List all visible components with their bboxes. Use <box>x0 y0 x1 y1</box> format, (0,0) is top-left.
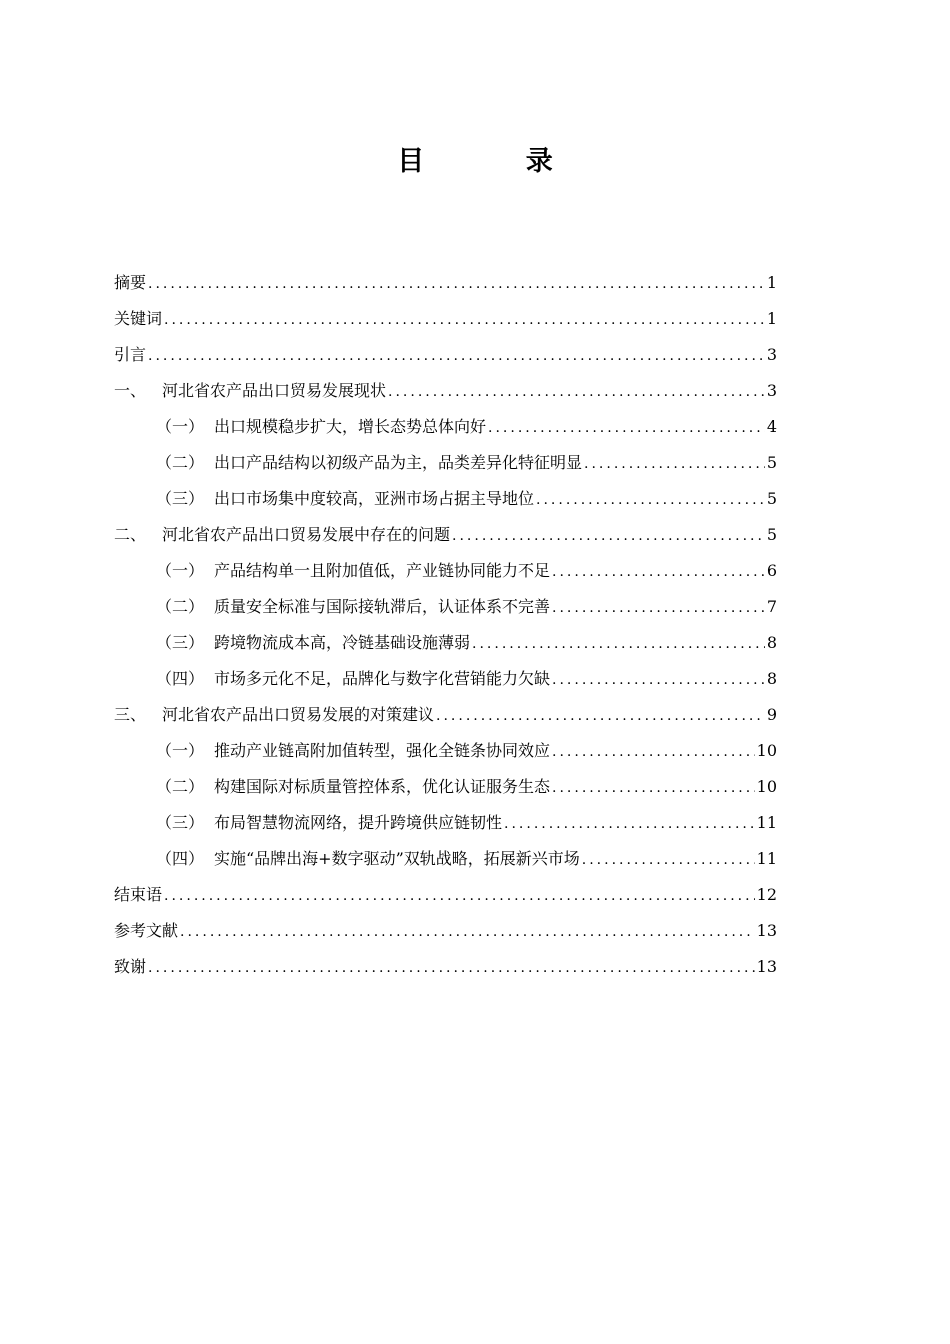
toc-entry[interactable] <box>114 409 777 445</box>
toc-entry-page: 10 <box>756 741 777 760</box>
toc-entry-page: 8 <box>766 633 777 652</box>
toc-entry[interactable] <box>114 301 777 337</box>
toc-entry-number: （二） <box>156 777 205 796</box>
toc-entry[interactable] <box>114 733 777 769</box>
dot-leader <box>436 698 765 734</box>
toc-entry[interactable] <box>114 553 777 589</box>
toc-entry[interactable] <box>114 877 777 913</box>
toc-entry[interactable] <box>114 697 777 733</box>
toc-entry-text: 产品结构单一且附加值低，产业链协同能力不足 <box>214 561 551 580</box>
toc-entry-text: 质量安全标准与国际接轨滞后，认证体系不完善 <box>214 597 551 616</box>
dot-leader <box>582 842 755 878</box>
toc-entry-number: （三） <box>156 633 205 652</box>
dot-leader <box>472 626 765 662</box>
toc-entry-page: 11 <box>756 849 777 868</box>
toc-entry[interactable] <box>114 661 777 697</box>
toc-entry-number: （一） <box>156 561 205 580</box>
dot-leader <box>504 806 755 842</box>
dot-leader <box>488 410 765 446</box>
toc-title: 目 录 <box>397 146 599 177</box>
toc-entry-page: 1 <box>766 309 777 328</box>
dot-leader <box>164 302 765 338</box>
toc-entry-text: 布局智慧物流网络，提升跨境供应链韧性 <box>214 813 503 832</box>
toc-entry-text: 实施“品牌出海+数字驱动”双轨战略，拓展新兴市场 <box>214 849 580 868</box>
toc-entry-text: 关键词 <box>114 309 163 328</box>
toc-entry-page: 5 <box>766 525 777 544</box>
toc-entry-text: 结束语 <box>114 885 163 904</box>
toc-entry[interactable] <box>114 481 777 517</box>
toc-entry-text: 河北省农产品出口贸易发展现状 <box>162 381 387 400</box>
toc-entry-text: 河北省农产品出口贸易发展中存在的问题 <box>162 525 451 544</box>
toc-entry[interactable] <box>114 589 777 625</box>
dot-leader <box>388 374 765 410</box>
dot-leader <box>584 446 765 482</box>
toc-entry-text: 引言 <box>114 345 147 364</box>
toc-entry-page: 13 <box>756 921 777 940</box>
dot-leader <box>552 590 765 626</box>
toc-entry-text: 摘要 <box>114 273 147 292</box>
toc-entry[interactable] <box>114 265 777 301</box>
toc-entry-text: 致谢 <box>114 957 147 976</box>
dot-leader <box>148 338 765 374</box>
toc-entry-page: 13 <box>756 957 777 976</box>
toc-entry-text: 跨境物流成本高，冷链基础设施薄弱 <box>214 633 471 652</box>
toc-entry[interactable] <box>114 913 777 949</box>
toc-entry-page: 11 <box>756 813 777 832</box>
toc-entry-text: 构建国际对标质量管控体系，优化认证服务生态 <box>214 777 551 796</box>
toc-entry-number: 二、 <box>114 525 147 544</box>
toc-entry-number: （二） <box>156 453 205 472</box>
toc-entry[interactable] <box>114 373 777 409</box>
toc-entry-number: （四） <box>156 849 205 868</box>
toc-entry[interactable] <box>114 625 777 661</box>
toc-entry[interactable] <box>114 337 777 373</box>
dot-leader <box>552 734 755 770</box>
dot-leader <box>164 878 755 914</box>
toc-entry-number: 一、 <box>114 381 147 400</box>
dot-leader <box>180 914 755 950</box>
dot-leader <box>552 554 765 590</box>
toc-entry-text: 河北省农产品出口贸易发展的对策建议 <box>162 705 435 724</box>
toc-entry-number: （三） <box>156 813 205 832</box>
dot-leader <box>552 662 765 698</box>
toc-entry-text: 推动产业链高附加值转型，强化全链条协同效应 <box>214 741 551 760</box>
toc-entry-number: （一） <box>156 741 205 760</box>
toc-entry-page: 8 <box>766 669 777 688</box>
dot-leader <box>148 950 755 986</box>
toc-entry-number: （四） <box>156 669 205 688</box>
toc-entry[interactable] <box>114 517 777 553</box>
toc-entry-number: 三、 <box>114 705 147 724</box>
toc-entry-page: 3 <box>766 381 777 400</box>
toc-entry-page: 6 <box>766 561 777 580</box>
toc-entry-number: （一） <box>156 417 205 436</box>
dot-leader <box>552 770 755 806</box>
toc-entry-page: 10 <box>756 777 777 796</box>
table-of-contents <box>114 265 777 985</box>
dot-leader <box>536 482 765 518</box>
toc-entry-text: 出口市场集中度较高，亚洲市场占据主导地位 <box>214 489 535 508</box>
toc-entry-page: 3 <box>766 345 777 364</box>
toc-entry-text: 市场多元化不足，品牌化与数字化营销能力欠缺 <box>214 669 551 688</box>
toc-entry[interactable] <box>114 445 777 481</box>
toc-entry-number: （二） <box>156 597 205 616</box>
dot-leader <box>148 266 765 302</box>
toc-entry-page: 7 <box>766 597 777 616</box>
toc-entry-text: 参考文献 <box>114 921 179 940</box>
toc-entry-page: 9 <box>766 705 777 724</box>
toc-entry-page: 5 <box>766 453 777 472</box>
toc-entry[interactable] <box>114 805 777 841</box>
toc-entry[interactable] <box>114 841 777 877</box>
dot-leader <box>452 518 765 554</box>
toc-entry[interactable] <box>114 769 777 805</box>
toc-entry-number: （三） <box>156 489 205 508</box>
toc-entry-page: 5 <box>766 489 777 508</box>
toc-entry-page: 4 <box>766 417 777 436</box>
toc-entry[interactable] <box>114 949 777 985</box>
toc-entry-page: 12 <box>756 885 777 904</box>
toc-entry-text: 出口规模稳步扩大，增长态势总体向好 <box>214 417 487 436</box>
toc-entry-text: 出口产品结构以初级产品为主，品类差异化特征明显 <box>214 453 583 472</box>
toc-entry-page: 1 <box>766 273 777 292</box>
